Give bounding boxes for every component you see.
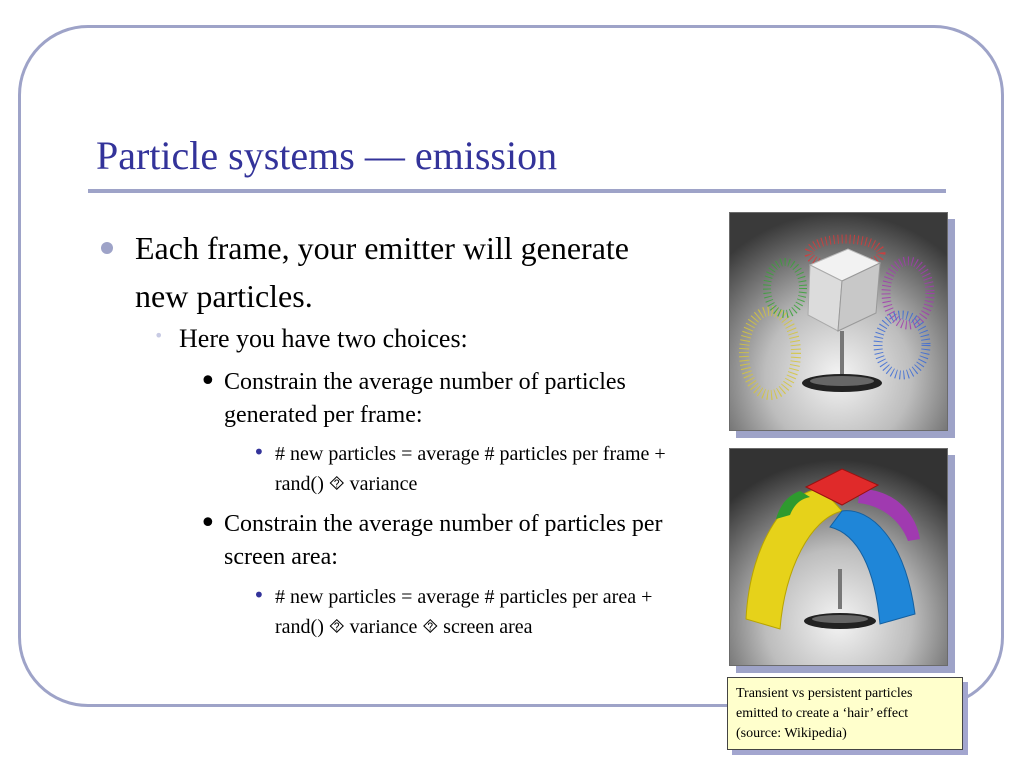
bullet-level2: Here you have two choices: bbox=[179, 324, 468, 353]
bullet-level4-icon: • bbox=[253, 440, 265, 464]
bullet-level3-icon: • bbox=[199, 506, 217, 541]
bullet-level1: Each frame, your emitter will generate new particles. bbox=[135, 230, 629, 314]
bullet-level3-per-area: Constrain the average number of particles per screen area: bbox=[224, 511, 663, 570]
slide-title: Particle systems — emission bbox=[96, 133, 558, 178]
hair-cube-photo bbox=[729, 448, 948, 666]
bullet-level3-icon: • bbox=[199, 364, 217, 399]
bullet-level3-per-frame: Constrain the average number of particles generated per frame: bbox=[224, 369, 626, 428]
bullet-level4-area-formula: # new particles = average # particles per area + rand() ⯑ variance ⯑ screen area bbox=[275, 586, 653, 638]
bullet-level4-frame-formula: # new particles = average # particles per frame + rand() ⯑ variance bbox=[275, 443, 666, 495]
particle-cube-photo bbox=[729, 212, 948, 431]
bullet-level2-icon: • bbox=[154, 326, 164, 345]
bullet-level4-icon: • bbox=[253, 583, 265, 607]
image-caption: Transient vs persistent particles emitted to create a ‘hair’ effect (source: Wikipedia) bbox=[727, 677, 963, 750]
title-divider bbox=[88, 189, 946, 193]
bullet-level1-icon bbox=[101, 242, 113, 254]
